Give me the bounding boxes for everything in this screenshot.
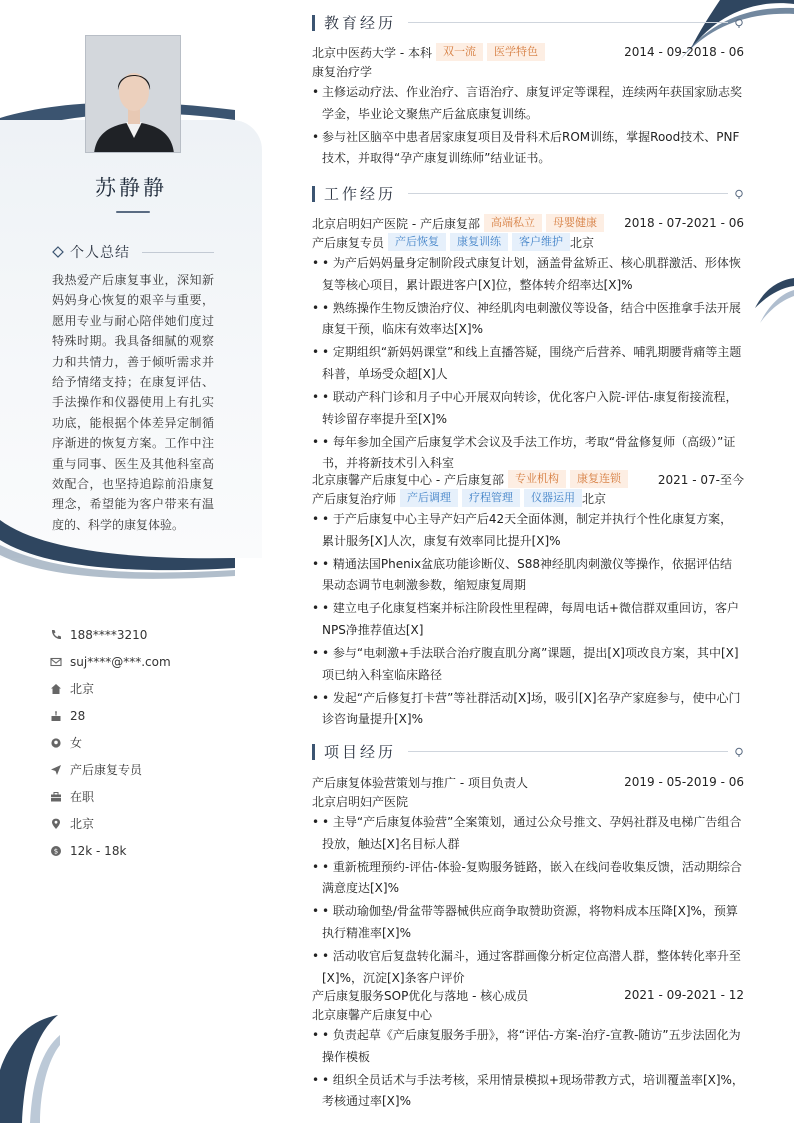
project-org: 北京启明妇产医院: [312, 794, 409, 809]
contact-row: [50, 810, 171, 837]
contact-value: 在职: [70, 790, 95, 804]
pin-icon: [734, 18, 744, 28]
bullet-item: • 主修运动疗法、作业治疗、言语治疗、康复评定等课程，连续两年获国家励志奖学金，毕业论文聚焦产后盆底康复训练。: [312, 82, 744, 125]
project-name: 产后康复体验营策划与推广 - 项目负责人: [312, 775, 528, 790]
summary-diamond-icon: [52, 246, 64, 258]
work-role-row: [312, 489, 744, 507]
tag: 专业机构: [508, 470, 566, 488]
contact-value: 女: [70, 736, 83, 750]
contact-row: [50, 675, 171, 702]
briefcase-icon: [50, 791, 62, 803]
bullet-item: • • 负责起草《产后康复服务手册》，将“评估-方案-治疗-宣教-随访”五步法固化为操作模板: [312, 1025, 744, 1068]
tag: 康复连锁: [570, 470, 628, 488]
project-header: [312, 772, 744, 792]
location-icon: [50, 818, 62, 830]
section-line: [408, 22, 728, 23]
project-period: 2019 - 05-2019 - 06: [624, 775, 744, 789]
section-line: [408, 751, 728, 752]
bullet-item: • • 联动瑜伽垫/骨盆带等器械供应商争取赞助资源，将物料成本压降[X]%，预算执行精准率[X]%: [312, 901, 744, 944]
bullet-item: • • 定期组织“新妈妈课堂”和线上直播答疑，围绕产后营养、哺乳期腰背痛等主题科普，单场受众超[X]人: [312, 342, 744, 385]
bullet-list: [312, 509, 744, 731]
company-name: 北京康馨产后康复中心 - 产后康复部: [312, 472, 504, 487]
pin-icon: [734, 747, 744, 757]
project-entry-1: [312, 772, 744, 991]
bullet-item: • • 联动产科门诊和月子中心开展双向转诊，优化客户入院-评估-康复衔接流程，转诊留存率提升至[X]%: [312, 387, 744, 430]
mail-icon: [50, 656, 62, 668]
contact-value: 188****3210: [70, 627, 148, 642]
education-section-title: 教育经历: [324, 14, 397, 32]
bullet-item: • • 组织全员话术与手法考核，采用情景模拟+现场带教方式，培训覆盖率[X]%，考核通过率[X]%: [312, 1070, 744, 1113]
work-role: 产后康复专员: [312, 235, 385, 250]
section-bar: [312, 186, 315, 202]
tag: 医学特色: [487, 43, 545, 61]
school-name: 北京中医药大学 - 本科: [312, 45, 432, 60]
education-entry: [312, 42, 744, 171]
education-period: 2014 - 09-2018 - 06: [624, 45, 744, 59]
work-section-title: 工作经历: [324, 185, 397, 203]
contact-row: [50, 702, 171, 729]
project-section-title: 项目经历: [324, 743, 397, 761]
section-bar: [312, 744, 315, 760]
bullet-list: [312, 1025, 744, 1113]
work-role-row: [312, 233, 744, 251]
contact-row: [50, 648, 171, 675]
project-org-row: [312, 792, 744, 810]
tag: 母婴健康: [546, 214, 604, 232]
contact-row: [50, 783, 171, 810]
bullet-item: • • 熟练操作生物反馈治疗仪、神经肌肉电刺激仪等设备，结合中医推拿手法开展康复干预，临床有效率达[X]%: [312, 298, 744, 341]
company-name: 北京启明妇产医院 - 产后康复部: [312, 216, 480, 231]
right-middle-swoosh-decoration: [755, 278, 794, 323]
work-header: [312, 213, 744, 233]
project-header: [312, 985, 744, 1005]
project-period: 2021 - 09-2021 - 12: [624, 988, 744, 1002]
project-entry-2: [312, 985, 744, 1114]
contact-value: 北京: [70, 817, 95, 831]
education-major-row: [312, 62, 744, 80]
project-name: 产后康复服务SOP优化与落地 - 核心成员: [312, 988, 529, 1003]
bullet-item: • • 活动收官后复盘转化漏斗，通过客群画像分析定位高潜人群，整体转化率升至[X]%，沉淀[X]条客户评价: [312, 946, 744, 989]
work-entry-2: [312, 469, 744, 732]
bullet-list: [312, 82, 744, 170]
bullet-list: [312, 253, 744, 475]
tag: 仪器运用: [524, 489, 582, 507]
tag: 双一流: [436, 43, 483, 61]
work-role: 产后康复治疗师: [312, 491, 397, 506]
tag: 高端私立: [484, 214, 542, 232]
education-header: [312, 42, 744, 62]
bullet-item: • • 发起“产后修复打卡营”等社群活动[X]场，吸引[X]名孕产家庭参与，使中心门诊咨询量提升[X]%: [312, 688, 744, 731]
contact-row: [50, 621, 171, 648]
project-org-row: [312, 1005, 744, 1023]
gender-icon: [50, 737, 62, 749]
work-city: 北京: [570, 235, 595, 250]
bullet-item: • • 于产后康复中心主导产妇产后42天全面体测，制定并执行个性化康复方案，累计服务[X]人次，康复有效率同比提升[X]%: [312, 509, 744, 552]
bullet-item: • • 建立电子化康复档案并标注阶段性里程碑，每周电话+微信群双重回访，客户NPS净推荐值达[X]: [312, 598, 744, 641]
contact-value: 北京: [70, 682, 95, 696]
contact-value: 28: [70, 708, 86, 723]
bullet-item: • • 精通法国Phenix盆底功能诊断仪、S88神经肌肉刺激仪等操作，依据评估结果动态调节电刺激参数，缩短康复周期: [312, 554, 744, 597]
education-major: 康复治疗学: [312, 64, 373, 79]
bullet-item: • 参与社区脑卒中患者居家康复项目及骨科术后ROM训练，掌握Rood技术、PNF技术，并取得“孕产康复训练师”结业证书。: [312, 127, 744, 170]
pin-icon: [734, 189, 744, 199]
contact-list: [50, 621, 171, 864]
work-city: 北京: [582, 491, 607, 506]
work-period: 2021 - 07-至今: [657, 472, 744, 487]
project-section-header: [312, 741, 744, 762]
phone-icon: [50, 629, 62, 641]
work-header: [312, 469, 744, 489]
contact-row: [50, 756, 171, 783]
contact-value: 产后康复专员: [70, 763, 143, 777]
bullet-list: [312, 812, 744, 989]
section-bar: [312, 15, 315, 31]
work-period: 2018 - 07-2021 - 06: [624, 216, 744, 230]
bullet-item: • • 重新梳理预约-评估-体验-复购服务链路，嵌入在线问卷收集反馈，活动期综合满意度达[X]%: [312, 857, 744, 900]
bullet-item: • • 为产后妈妈量身定制阶段式康复计划，涵盖骨盆矫正、核心肌群激活、形体恢复等核心项目，累计跟进客户[X]位，整体转介绍率达[X]%: [312, 253, 744, 296]
summary-heading: [52, 242, 214, 262]
name-underline: [116, 211, 150, 213]
home-icon: [50, 683, 62, 695]
summary-title: 个人总结: [70, 245, 130, 261]
summary-heading-line: [142, 252, 214, 253]
bullet-item: • • 每年参加全国产后康复学术会议及手法工作坊，考取“骨盆修复师（高级）”证书，并将新技术引入科室: [312, 432, 744, 475]
cake-icon: [50, 710, 62, 722]
contact-row: [50, 729, 171, 756]
tag: 产后恢复: [388, 233, 446, 251]
candidate-name: 苏静静: [95, 176, 167, 200]
bullet-item: • • 参与“电刺激+手法联合治疗腹直肌分离”课题，提出[X]项改良方案，其中[X]项已纳入科室临床路径: [312, 643, 744, 686]
salary-icon: [50, 845, 62, 857]
section-line: [408, 193, 728, 194]
svg-text:$: $: [53, 847, 59, 856]
contact-row: [50, 837, 171, 864]
tag: 疗程管理: [462, 489, 520, 507]
send-icon: [50, 764, 62, 776]
bottom-left-swoosh-decoration: [0, 1010, 60, 1123]
tag: 客户维护: [512, 233, 570, 251]
tag: 康复训练: [450, 233, 508, 251]
person-silhouette-icon: [86, 36, 181, 153]
contact-value: suj****@***.com: [70, 654, 171, 669]
contact-value: 12k - 18k: [70, 843, 127, 858]
avatar-photo: [85, 35, 181, 153]
tag: 产后调理: [400, 489, 458, 507]
work-entry-1: [312, 213, 744, 476]
education-section-header: [312, 12, 744, 33]
summary-text: 我热爱产后康复事业，深知新妈妈身心恢复的艰辛与重要，愿用专业与耐心陪伴她们度过特殊时期。我具备细腻的观察力和共情力，善于倾听需求并给予情绪支持；在康复评估、手法操作和仪器使用上有扎实功底，能根据个体差异定制循序渐进的恢复方案。工作中注重与同事、医生及其他科室高效配合，也坚持追踪前沿康复理念，希望能为客户带来有温度的、科学的康复体验。: [52, 273, 214, 532]
work-section-header: [312, 183, 744, 204]
bullet-item: • • 主导“产后康复体验营”全案策划，通过公众号推文、孕妈社群及电梯广告组合投放，触达[X]名目标人群: [312, 812, 744, 855]
project-org: 北京康馨产后康复中心: [312, 1007, 433, 1022]
